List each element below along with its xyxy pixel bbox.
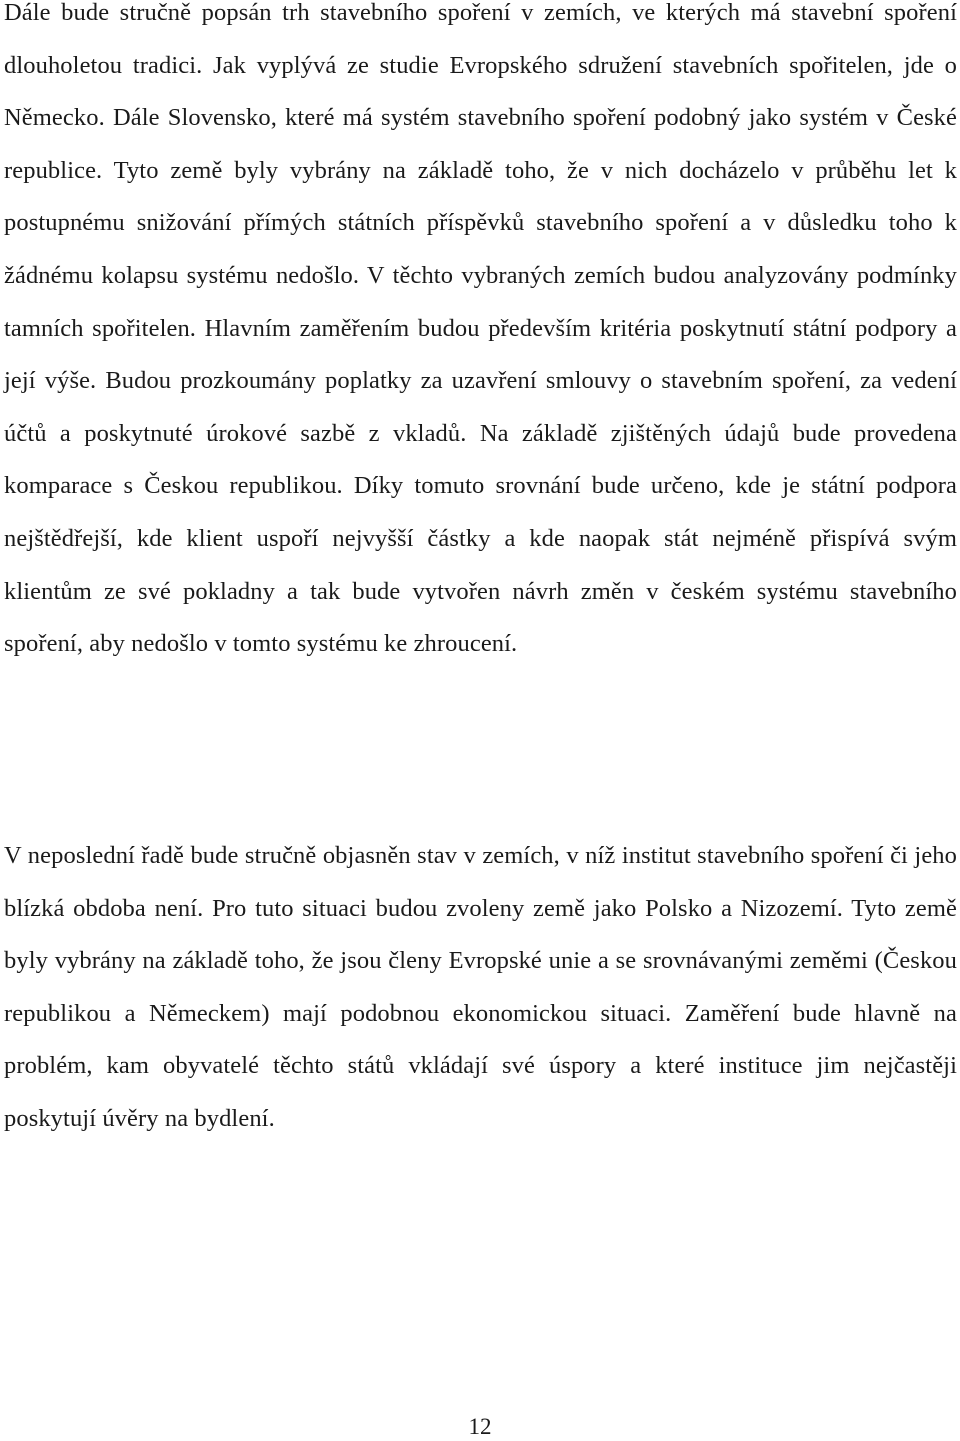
page-number: 12	[468, 1414, 492, 1439]
body-paragraph-1: Dále bude stručně popsán trh stavebního spoření v zemích, ve kterých má stavební spoření dlouholetou tradici. Jak vyplývá ze studie Evropského sdružení stavebních spořitelen, jde o Německo. Dále Slovensko, které má systém stavebního spoření podobný jako systém v České republice. Tyto země byly vybrány na základě toho, že v nich docházelo v průběhu let k postupnému snižování přímých státních příspěvků stavebního spoření a v důsledku toho k žádnému kolapsu systému nedošlo. V těchto vybraných zemích budou analyzovány podmínky tamních spořitelen. Hlavním zaměřením budou především kritéria poskytnutí státní podpory a její výše. Budou prozkoumány poplatky za uzavření smlouvy o stavebním spoření, za vedení účtů a poskytnuté úrokové sazbě z vkladů. Na základě zjištěných údajů bude provedena komparace s Českou republikou. Díky tomuto srovnání bude určeno, kde je státní podpora nejštědřejší, kde klient uspoří nejvyšší částky a kde naopak stát nejméně přispívá svým klientům ze své pokladny a tak bude vytvořen návrh změn v českém systému stavebního spoření, aby nedošlo v tomto systému ke zhroucení.	[4, 0, 957, 658]
body-paragraph-2: V neposlední řadě bude stručně objasněn stav v zemích, v níž institut stavebního spoření či jeho blízká obdoba není. Pro tuto situaci budou zvoleny země jako Polsko a Nizozemí. Tyto země byly vybrány na základě toho, že jsou členy Evropské unie a se srovnávanými zeměmi (Českou republikou a Německem) mají podobnou ekonomickou situaci. Zaměření bude hlavně na problém, kam obyvatelé těchto států vkládají své úspory a které instituce jim nejčastěji poskytují úvěry na bydlení.	[4, 842, 957, 1132]
